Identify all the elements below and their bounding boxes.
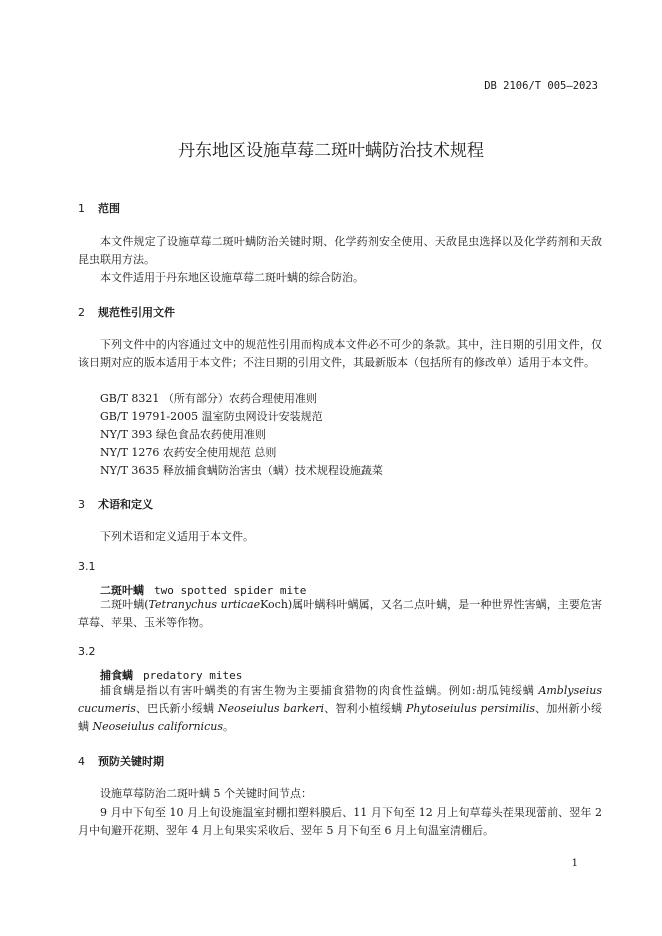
term-chinese: 捕食螨 [100, 669, 133, 682]
scientific-name: Amblyseius cucumeris [78, 684, 602, 715]
reference-item: GB/T 8321 （所有部分）农药合理使用准则 [100, 392, 317, 405]
term-english: two spotted spider mite [154, 584, 307, 597]
section-title: 范围 [98, 202, 120, 215]
section-number: 2 [78, 306, 85, 319]
definition-text: 、智利小植绥螨 [324, 702, 406, 715]
reference-item: GB/T 19791-2005 温室防虫网设计安装规范 [100, 410, 323, 423]
subsection-number: 3.1 [78, 560, 96, 573]
definition-text: Koch)属叶螨科叶螨属，又名二点叶螨，是一种世界性害螨，主要危害草莓、苹果、玉米等作物。 [78, 598, 602, 629]
paragraph: 9 月中下旬至 10 月上旬设施温室封棚扣塑料膜后、11 月下旬至 12 月上旬草莓头茬果现蕾前、翌年 2 月中旬避开花期、翌年 4 月上旬果实采收后、翌年 5 月下旬至 6 月上旬温室清棚后。 [78, 806, 602, 837]
subsection-number: 3.2 [78, 645, 96, 658]
reference-item: NY/T 3635 释放捕食螨防治害虫（螨）技术规程设施蔬菜 [100, 464, 383, 477]
paragraph: 下列文件中的内容通过文中的规范性引用而构成本文件必不可少的条款。其中，注日期的引用文件，仅该日期对应的版本适用于本文件；不注日期的引用文件，其最新版本（包括所有的修改单）适用于本文件。 [78, 338, 602, 369]
section-number: 1 [78, 202, 85, 215]
term-entry [100, 667, 242, 683]
definition-text: 、巴氏新小绥螨 [135, 702, 218, 715]
section-number: 3 [78, 498, 85, 511]
definition-text: 二斑叶螨( [100, 598, 149, 611]
definition-text: 捕食螨是指以有害叶螨类的有害生物为主要捕食猎物的肉食性益螨。例如:胡瓜钝绥螨 [100, 684, 539, 697]
paragraph: 设施草莓防治二斑叶螨 5 个关键时间节点： [100, 787, 312, 800]
term-definition [78, 682, 602, 736]
paragraph: 本文件规定了设施草莓二斑叶螨防治关键时期、化学药剂安全使用、天敌昆虫选择以及化学药剂和天敌昆虫联用方法。 [78, 235, 602, 266]
document-title: 丹东地区设施草莓二斑叶螨防治技术规程 [178, 141, 484, 161]
section-heading-4 [78, 753, 164, 769]
paragraph: 下列术语和定义适用于本文件。 [100, 530, 254, 543]
term-chinese: 二斑叶螨 [100, 584, 144, 597]
reference-item: NY/T 1276 农药安全使用规范 总则 [100, 446, 277, 459]
reference-item: NY/T 393 绿色食品农药使用准则 [100, 428, 266, 441]
section-number: 4 [78, 755, 85, 768]
section-title: 规范性引用文件 [98, 306, 175, 319]
definition-text: 。 [222, 720, 234, 733]
scientific-name: Neoseiulus barkeri [217, 702, 325, 715]
section-heading-3 [78, 496, 153, 512]
scientific-name: Phytoseiulus persimilis [406, 702, 536, 715]
scientific-name: Neoseiulus californicus [92, 720, 223, 733]
section-heading-1 [78, 200, 120, 216]
page-number: 1 [571, 858, 578, 869]
scientific-name: Tetranychus urticae [148, 598, 261, 611]
section-heading-2 [78, 304, 175, 320]
section-title: 预防关键时期 [98, 755, 164, 768]
term-english: predatory mites [143, 669, 243, 682]
term-definition [78, 596, 602, 632]
section-title: 术语和定义 [98, 498, 153, 511]
paragraph: 本文件适用于丹东地区设施草莓二斑叶螨的综合防治。 [100, 271, 364, 284]
definition-text: 、加州新小绥螨 [78, 702, 602, 733]
document-code: DB 2106/T 005—2023 [484, 80, 598, 92]
